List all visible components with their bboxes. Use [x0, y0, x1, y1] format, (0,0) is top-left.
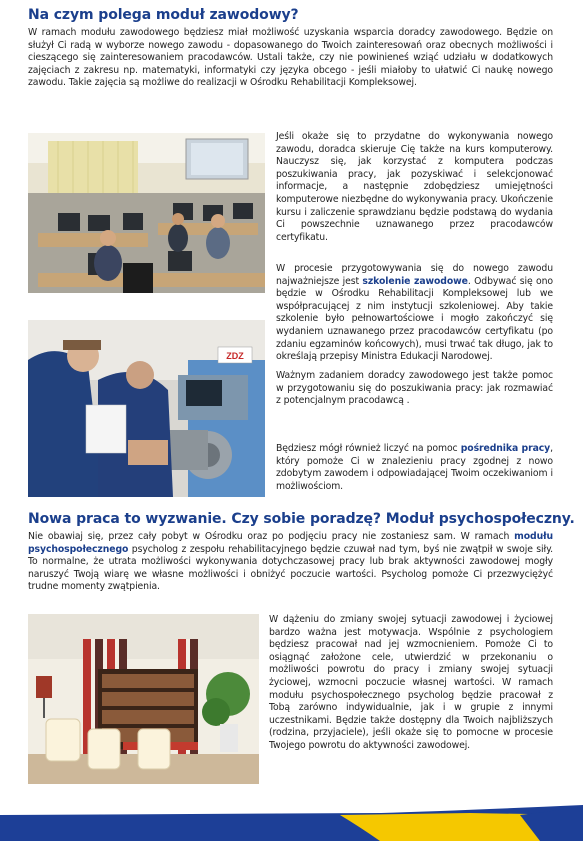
photo-computer-lab: [28, 133, 265, 293]
highlight-vocational-training: szkolenie zawodowe: [362, 275, 468, 287]
highlight-job-broker: pośrednika pracy: [460, 443, 551, 454]
paragraph-job-broker: Będziesz mógł również liczyć na pomoc pośrednika pracy, który pomoże Ci w znalezieniu pracy zgodnej z nowo zdobytym zawodem i odpowiadającej Twoim oczekiwaniom i możliwościom.: [276, 443, 553, 492]
photo-lounge-room: [28, 614, 259, 784]
highlight-psychosocial-module: modułu psychospołecznego: [28, 531, 553, 555]
photo-lathe-training: [28, 320, 265, 497]
bottom-decorative-band: [0, 801, 583, 841]
intro-paragraph: W ramach modułu zawodowego będziesz miał możliwość uzyskania wsparcia doradcy zawodowego. Będzie on służył Ci radą w wyborze nowego zawodu - dopasowanego do Twoich zainteresowań oraz obecnych możliwości i cieszącego się zainteresowaniem pracodawców. Ustali także, czy nie powinieneś wziąć udziału w dodatkowych zajęciach z zakresu np. matematyki, informatyki czy języka obcego - jeśli miałoby to ułatwić Ci naukę nowego zawodu. Takie zajęcia są możliwe do realizacji w Ośrodku Rehabilitacji Kompleksowej.: [28, 27, 553, 89]
paragraph-vocational-training: W procesie przygotowywania się do nowego zawodu najważniejsze jest szkolenie zawodowe. Odbywać się ono będzie w Ośrodku Rehabilitacji Kompleksowej lub we współpracującej z nim instytucji szkoleniowej. Aby takie szkolenie było pełnowartościowe i mogło zakończyć się wydaniem uznawanego przez pracodawców certyfikatu (po zdaniu egzaminów końcowych), musi trwać tak długo, jak to określają przepisy Ministra Edukacji Narodowej.: [276, 263, 553, 363]
paragraph-computer-course: Jeśli okaże się to przydatne do wykonywania nowego zawodu, doradca skieruje Cię także na kurs komputerowy. Nauczysz się, jak korzystać z komputera podczas poszukiwania pracy, jak pozyskiwać i selekcjonować informacje, a następnie zdobędziesz umiejętności komputerowe niezbędne do wykonywania pracy. Ukończenie kursu i zaliczenie sprawdzianu będzie podstawą do wydania Ci powszechnie uznawanego przez pracodawców certyfikatu.: [276, 131, 553, 243]
machine-logo: ZDZ: [226, 351, 244, 361]
paragraph-motivation: W dążeniu do zmiany swojej sytuacji zawodowej i życiowej bardzo ważna jest motywacja. Wspólnie z psychologiem będziesz pracował nad jej wzmocnieniem. Pomoże Ci to osiągnąć założone cele, utwierdzić w przekonaniu o możliwości powrotu do pracy i zmiany swojej sytuacji życiowej, wzmocni poczucie własnej wartości. W ramach modułu psychospołecznego psycholog będzie pracował z Tobą zarówno indywidualnie, jak i w grupie z innymi uczestnikami. Będzie także dostępny dla Twoich najbliższych (rodzina, przyjaciele), jeśli okaże się to pomocne w procesie Twojego powrotu do aktywności zawodowej.: [269, 614, 553, 751]
paragraph-job-search-help: Ważnym zadaniem doradcy zawodowego jest także pomoc w przygotowaniu się do poszukiwania pracy: jak rozmawiać z potencjalnym pracodawcą .: [276, 370, 553, 407]
psychosocial-intro-paragraph: Nie obawiaj się, przez cały pobyt w Ośrodku oraz po podjęciu pracy nie zostaniesz sam. W ramach modułu psychospołecznego psycholog z zespołu rehabilitacyjnego będzie czuwał nad tym, byś nie zwątpił w swoje siły. To normalne, że utrata możliwości wykonywania dotychczasowej pracy lub brak aktywności zawodowej mogły naruszyć Twoją wiarę we własne możliwości i obniżyć poczucie wartości. Psycholog pomoże Ci przezwyciężyć trudne momenty zwątpienia.: [28, 531, 553, 593]
section-heading-vocational: Na czym polega moduł zawodowy?: [28, 7, 299, 23]
section-heading-psychosocial: Nowa praca to wyzwanie. Czy sobie poradzę? Moduł psychospołeczny.: [28, 511, 575, 527]
